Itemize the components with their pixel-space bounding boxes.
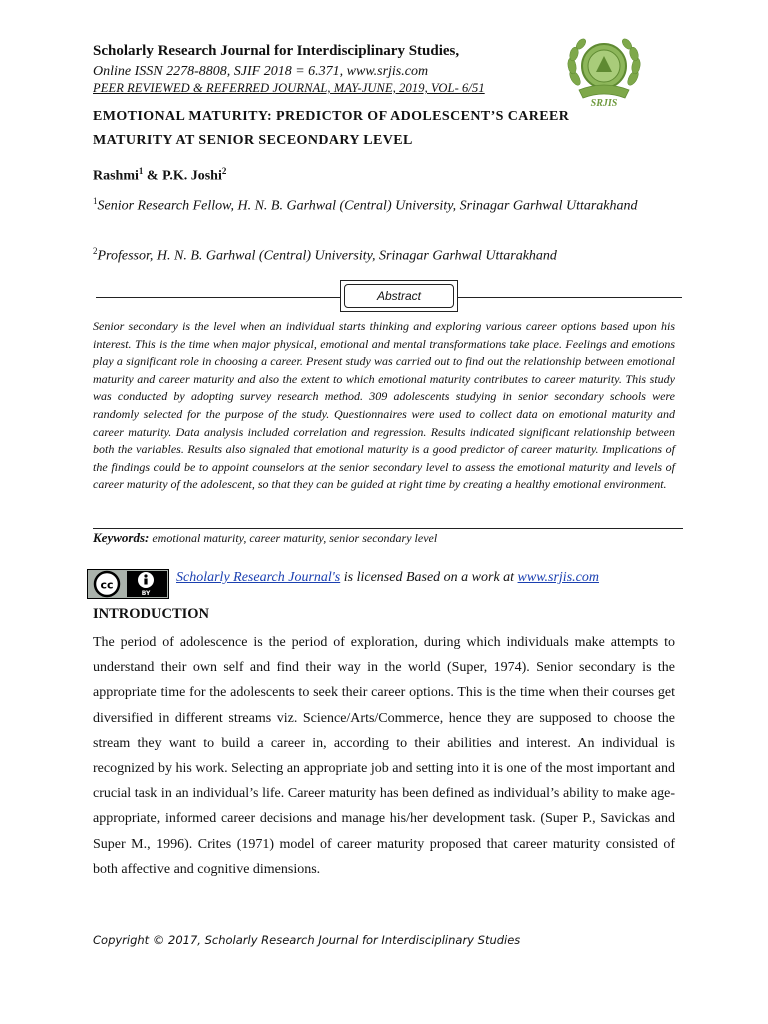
affiliation-text: Senior Research Fellow, H. N. B. Garhwal (Central) University, Srinagar Garhwal Uttarakhand xyxy=(97,198,638,214)
srjis-website-link[interactable]: www.srjis.com xyxy=(517,570,599,585)
article-title xyxy=(93,105,683,153)
abstract-body: Senior secondary is the level when an individual starts thinking and exploring various career options based upon his interest. This is the time when major physical, emotional and mental transformations take place. Feelings and emotions play a significant role in choosing a career. Present study was carried out to find out the relationship between emotional maturity and career maturity and also the extent to which emotional maturity contributes to career maturity. This study was conducted by adopting survey research method. 309 adolescents studying in senior secondary schools were randomly selected for the purpose of the study. Questionnaires were used to collect data on emotional maturity and career maturity. Data analysis included correlation and regression. Results indicated significant relationship between both the variables. Results also signaled that emotional maturity is a good predictor of career maturity. Implications of the findings could be to appoint counselors at the senior secondary level to assess the emotional maturity and levels of career maturity of the adolescent, so that they can be guided at right time by creating a healthy emotional environment. xyxy=(93,319,675,492)
copyright-footer: Copyright © 2017, Scholarly Research Journal for Interdisciplinary Studies xyxy=(93,933,521,947)
keywords-label: Keywords: xyxy=(93,530,150,545)
introduction-paragraph: The period of adolescence is the period of exploration, during which individuals make attempts to understand their own self and find their way in the world (Super, 1974). Senior secondary is the appropriate time for the adolescents to seek their career options. This is the time when their courses get diversified in different streams viz. Science/Arts/Commerce, hence they are supposed to choose the stream they want to build a career in, according to their abilities and interest. An individual is recognized by his work. Selecting an appropriate job and setting into it is one of the most important and crucial task in an individual’s life. Career maturity has been defined as individual’s ability to make age-appropriate, informed career decisions and manage his/her development task. (Super P., Savickas and Super M., 1996). Crites (1971) model of career maturity proposed that career maturity consisted of both affective and cognitive dimensions. xyxy=(93,635,675,877)
affiliation-mark: 1 xyxy=(93,196,98,206)
article-title-line-2: MATURITY AT SENIOR SECEONDARY LEVEL xyxy=(93,133,413,148)
author-name: Rashmi xyxy=(93,168,139,184)
journal-issue-line: PEER REVIEWED & REFERRED JOURNAL, MAY-JUNE, 2019, VOL- 6/51 xyxy=(93,81,485,95)
author-affiliation-mark: 2 xyxy=(221,166,227,176)
affiliation-2 xyxy=(93,239,673,269)
journal-issn-line: Online ISSN 2278-8808, SJIF 2018 = 6.371, www.srjis.com xyxy=(93,64,429,79)
cc-icon-label: cc xyxy=(100,578,114,592)
journal-name: Scholarly Research Journal for Interdisciplinary Studies, xyxy=(93,43,460,59)
keywords-line xyxy=(93,530,437,546)
author-name: P.K. Joshi xyxy=(162,168,222,184)
license-line xyxy=(176,570,599,586)
cc-by-license-badge[interactable] xyxy=(87,569,169,599)
keywords-text: emotional maturity, career maturity, senior secondary level xyxy=(152,531,438,545)
srjis-logo xyxy=(563,34,645,110)
abstract-rule-right xyxy=(458,297,682,298)
introduction-heading: INTRODUCTION xyxy=(93,606,210,622)
logo-text: SRJIS xyxy=(590,98,618,109)
article-title-line-1: EMOTIONAL MATURITY: PREDICTOR OF ADOLESCENT’S CAREER xyxy=(93,109,570,124)
author-separator: & xyxy=(143,168,163,184)
affiliation-1 xyxy=(93,189,673,219)
abstract-bottom-rule xyxy=(93,528,683,529)
abstract-heading: Abstract xyxy=(344,284,454,308)
author-affiliation-mark: 1 xyxy=(138,166,144,176)
author-list xyxy=(93,166,226,185)
affiliation-mark: 2 xyxy=(93,246,98,256)
license-text: is licensed Based on a work at xyxy=(340,570,518,585)
by-icon-label: BY xyxy=(141,590,151,597)
abstract-heading-box xyxy=(340,280,458,312)
journal-license-link[interactable]: Scholarly Research Journal's xyxy=(176,570,341,585)
abstract-rule-left xyxy=(96,297,340,298)
affiliation-text: Professor, H. N. B. Garhwal (Central) University, Srinagar Garhwal Uttarakhand xyxy=(97,248,557,264)
